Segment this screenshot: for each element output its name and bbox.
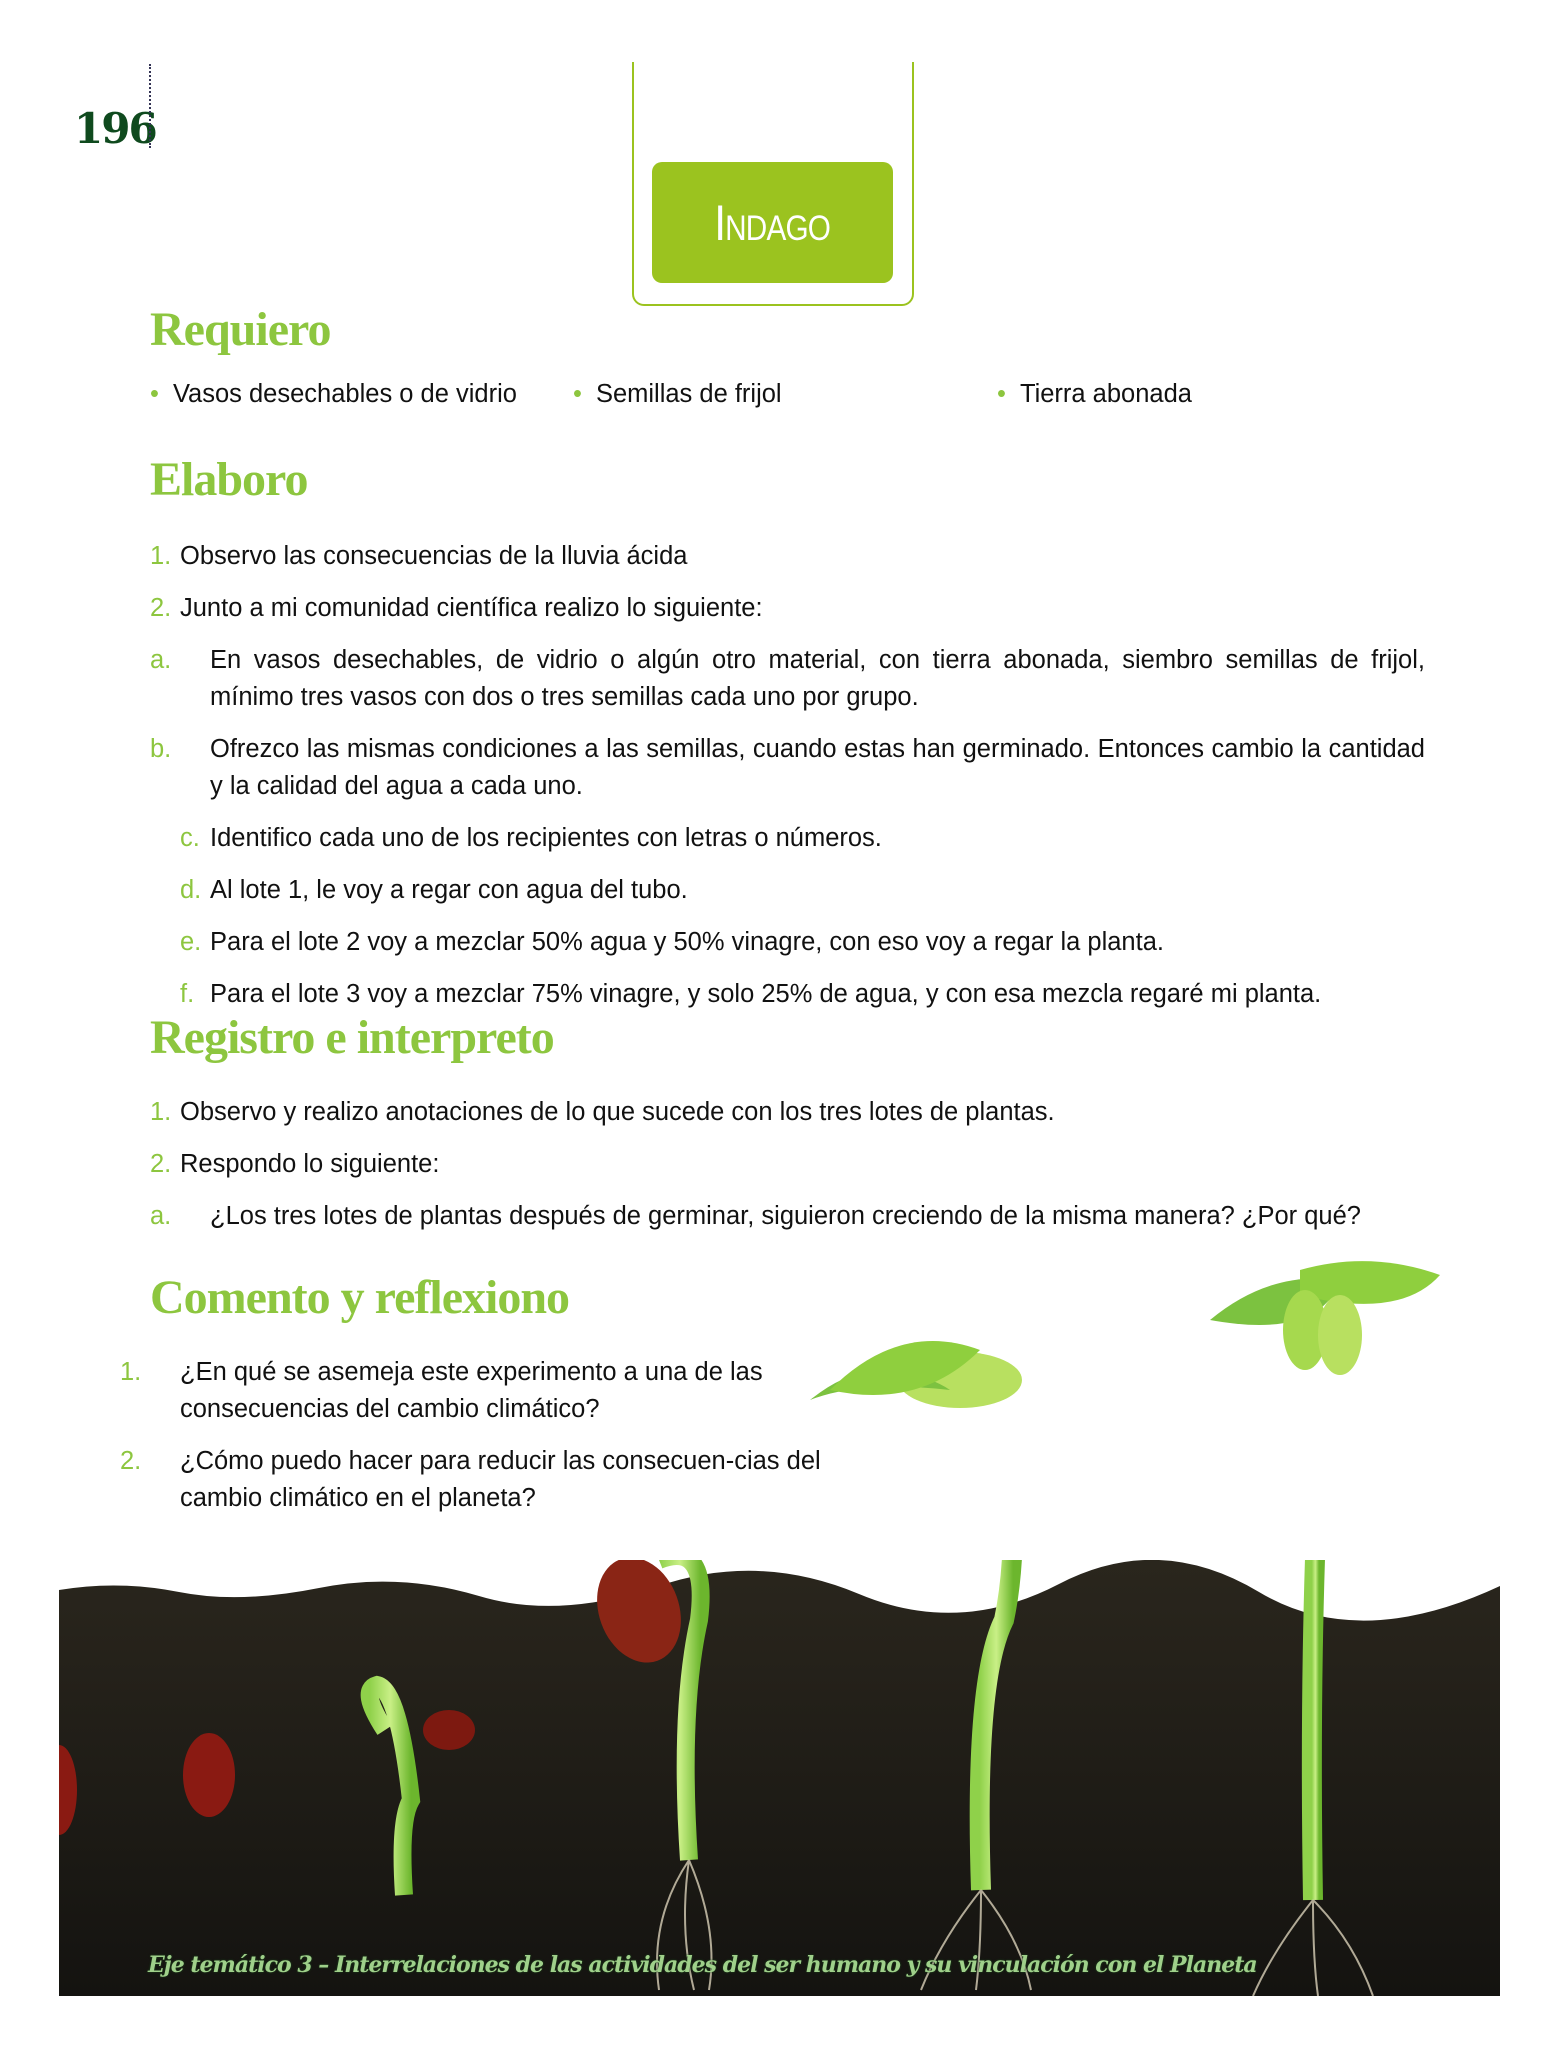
- item-letter: c.: [180, 824, 200, 852]
- item-letter: a.: [150, 646, 172, 674]
- item-text: Ofrezco las mismas condiciones a las semillas, cuando estas han germinado. Entonces cambio la cantidad y la calidad del agua a cada uno.: [210, 735, 1425, 800]
- item-letter: b.: [150, 735, 172, 763]
- heading-elaboro: Elaboro: [150, 453, 308, 506]
- sub-item: [180, 820, 1395, 857]
- heading-requiero: Requiero: [150, 303, 331, 356]
- item-letter: e.: [180, 928, 202, 956]
- list-item: [997, 376, 1192, 413]
- page-number-divider: [149, 64, 151, 148]
- item-text: ¿Cómo puedo hacer para reducir las consecuen-cias del cambio climático en el planeta?: [180, 1447, 821, 1512]
- item-number: 2.: [120, 1447, 142, 1475]
- item-text: Junto a mi comunidad científica realizo lo siguiente:: [180, 594, 763, 622]
- item-text: Identifico cada uno de los recipientes con letras o números.: [210, 824, 882, 852]
- item-text: Observo las consecuencias de la lluvia ácida: [180, 542, 688, 570]
- list-item: [150, 590, 1395, 627]
- list-item: [150, 376, 517, 413]
- sub-item: [180, 872, 1395, 909]
- bean-seed: [183, 1733, 235, 1817]
- tab-label: Indago: [714, 194, 831, 251]
- sub-item: [150, 1198, 1425, 1235]
- soil: [59, 1560, 1500, 1996]
- sub-item: [180, 976, 1395, 1013]
- item-text: Para el lote 2 voy a mezclar 50% agua y 50% vinagre, con eso voy a regar la planta.: [210, 928, 1164, 956]
- list-item: [573, 376, 782, 413]
- list-item: [150, 538, 1395, 575]
- sprout-leaves: [800, 1250, 1460, 1590]
- bullet-icon: •: [573, 380, 582, 408]
- item-text: Observo y realizo anotaciones de lo que sucede con los tres lotes de plantas.: [180, 1098, 1055, 1126]
- sub-item: [180, 924, 1395, 961]
- list-item: [120, 1354, 840, 1428]
- section-tab-indago: [652, 162, 893, 283]
- page-number: 196: [74, 104, 156, 153]
- item-letter: d.: [180, 876, 202, 904]
- list-item: [150, 1146, 1395, 1183]
- item-text: ¿En qué se asemeja este experimento a una de las consecuencias del cambio climático?: [180, 1358, 763, 1423]
- sub-item: [150, 731, 1425, 805]
- item-text: Al lote 1, le voy a regar con agua del tubo.: [210, 876, 688, 904]
- material-label: Semillas de frijol: [595, 380, 782, 408]
- heading-registro: Registro e interpreto: [150, 1011, 554, 1064]
- item-number: 1.: [150, 1098, 172, 1126]
- item-number: 1.: [150, 542, 172, 570]
- item-text: En vasos desechables, de vidrio o algún otro material, con tierra abonada, siembro semillas de frijol, mínimo tres vasos con dos o tres semillas cada uno por grupo.: [210, 646, 1425, 711]
- item-text: Para el lote 3 voy a mezclar 75% vinagre, y solo 25% de agua, y con esa mezcla regaré mi planta.: [210, 980, 1322, 1008]
- item-number: 2.: [150, 594, 172, 622]
- list-item: [150, 1094, 1395, 1131]
- sprout-stem: [1312, 1560, 1319, 1900]
- material-label: Tierra abonada: [1019, 380, 1192, 408]
- item-number: 2.: [150, 1150, 172, 1178]
- item-text: Respondo lo siguiente:: [180, 1150, 440, 1178]
- sprouting-beans-photo: [59, 1560, 1500, 1996]
- heading-comento: Comento y reflexiono: [150, 1271, 570, 1324]
- item-number: 1.: [120, 1358, 142, 1386]
- bullet-icon: •: [150, 380, 159, 408]
- bullet-icon: •: [997, 380, 1006, 408]
- footer-caption: Eje temático 3 – Interrelaciones de las actividades del ser humano y su vinculación con el Planeta: [148, 1952, 1257, 1978]
- material-label: Vasos desechables o de vidrio: [172, 380, 517, 408]
- cotyledon: [1318, 1295, 1362, 1375]
- sub-item: [150, 642, 1425, 716]
- list-item: [120, 1443, 840, 1517]
- bean-seed: [423, 1710, 475, 1750]
- leaf: [1300, 1261, 1440, 1304]
- item-letter: a.: [150, 1202, 172, 1230]
- item-letter: f.: [180, 980, 195, 1008]
- item-text: ¿Los tres lotes de plantas después de germinar, siguieron creciendo de la misma manera? ¿Por qué?: [210, 1202, 1361, 1230]
